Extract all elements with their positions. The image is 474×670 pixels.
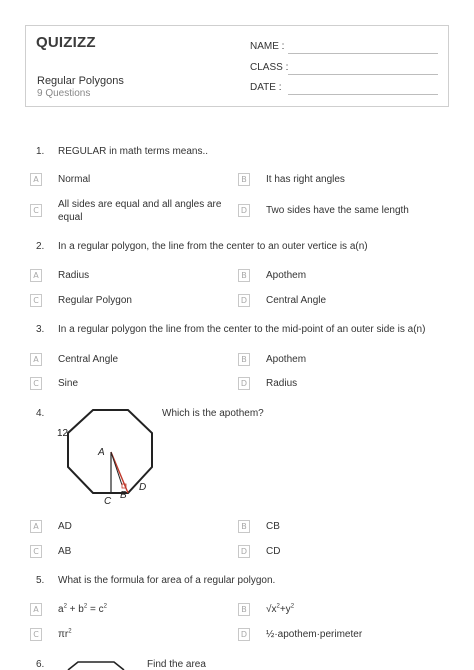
option-text[interactable]: Sine [58, 378, 79, 389]
option-letter-box[interactable]: A [30, 269, 42, 282]
question-number: 3. [36, 324, 45, 335]
option-letter-box[interactable]: B [238, 269, 250, 282]
question-number: 2. [36, 241, 45, 252]
option-text[interactable]: Radius [266, 378, 298, 389]
option-letter-box[interactable]: C [30, 204, 42, 217]
question-number: 6. [36, 659, 45, 670]
question-number: 5. [36, 575, 45, 586]
option-letter-box[interactable]: D [238, 545, 250, 558]
option-letter-box[interactable]: D [238, 294, 250, 307]
name-label: NAME : [250, 41, 285, 52]
exponent: 2 [63, 603, 67, 610]
point-d-label: D [139, 482, 147, 493]
class-field[interactable] [288, 74, 438, 75]
formula-part: πr [58, 629, 69, 640]
formula-part: + b [66, 604, 84, 615]
option-letter-box[interactable]: A [30, 353, 42, 366]
option-letter-box[interactable]: B [238, 173, 250, 186]
question-text: In a regular polygon the line from the center to the mid-point of an outer side is a(n) [58, 324, 426, 335]
question-number: 1. [36, 146, 45, 157]
name-field[interactable] [288, 53, 438, 54]
option-letter-box[interactable]: C [30, 545, 42, 558]
question-text: Find the area [147, 659, 206, 670]
option-text[interactable]: AD [58, 521, 72, 532]
option-text[interactable]: Central Angle [58, 354, 119, 365]
option-text[interactable]: ½·apothem·perimeter [266, 629, 363, 640]
option-text[interactable] [58, 604, 107, 615]
side-segment-to-d [111, 452, 122, 485]
formula-part: a [58, 604, 64, 615]
option-text[interactable] [266, 604, 294, 615]
exponent: 2 [83, 603, 88, 610]
formula-part: +y [279, 604, 291, 615]
option-text[interactable]: Normal [58, 174, 91, 185]
option-text[interactable]: CD [266, 546, 281, 557]
exponent: 2 [276, 603, 280, 610]
option-text[interactable]: Two sides have the same length [266, 205, 409, 216]
option-text[interactable]: All sides are equal and all angles are equal [58, 199, 222, 223]
worksheet-title: Regular Polygons [37, 75, 124, 87]
option-text[interactable]: Apothem [266, 354, 307, 365]
option-text[interactable]: Central Angle [266, 295, 327, 306]
option-text[interactable]: AB [58, 546, 72, 557]
option-letter-box[interactable]: D [238, 204, 250, 217]
option-letter-box[interactable]: B [238, 520, 250, 533]
point-c-label: C [104, 496, 112, 507]
octagon-shape [68, 410, 152, 493]
option-letter-box[interactable]: C [30, 628, 42, 641]
point-a-label: A [98, 447, 105, 458]
option-text[interactable]: Radius [58, 270, 90, 281]
option-letter-box[interactable]: D [238, 377, 250, 390]
option-letter-box[interactable]: B [238, 603, 250, 616]
option-letter-box[interactable]: A [30, 173, 42, 186]
option-letter-box[interactable]: A [30, 603, 42, 616]
option-letter-box[interactable]: C [30, 377, 42, 390]
formula-part: √x [266, 604, 277, 615]
question-text: What is the formula for area of a regular polygon. [58, 575, 276, 586]
question-text: Which is the apothem? [162, 408, 264, 419]
option-letter-box[interactable]: A [30, 520, 42, 533]
date-label: DATE : [250, 82, 282, 93]
quizizz-logo: QUIZIZZ [36, 34, 96, 51]
side-length-label: 12 [57, 428, 69, 439]
option-text[interactable] [58, 629, 72, 640]
octagon-figure [48, 400, 168, 512]
date-field[interactable] [288, 94, 438, 95]
option-text[interactable]: Regular Polygon [58, 295, 132, 306]
point-b-label: B [120, 490, 127, 501]
exponent: 2 [290, 603, 295, 610]
option-text[interactable]: It has right angles [266, 174, 345, 185]
option-letter-box[interactable]: D [238, 628, 250, 641]
exponent: 2 [103, 603, 107, 610]
polygon-figure-partial [66, 660, 126, 670]
question-count: 9 Questions [37, 88, 91, 99]
option-text[interactable]: Apothem [266, 270, 307, 281]
option-letter-box[interactable]: C [30, 294, 42, 307]
question-text: REGULAR in math terms means.. [58, 146, 209, 157]
class-label: CLASS : [250, 62, 289, 73]
question-text: In a regular polygon, the line from the center to an outer vertice is a(n) [58, 241, 368, 252]
exponent: 2 [68, 628, 72, 635]
formula-part: = c [87, 604, 104, 615]
question-number: 4. [36, 408, 45, 419]
option-letter-box[interactable]: B [238, 353, 250, 366]
option-text[interactable]: CB [266, 521, 280, 532]
